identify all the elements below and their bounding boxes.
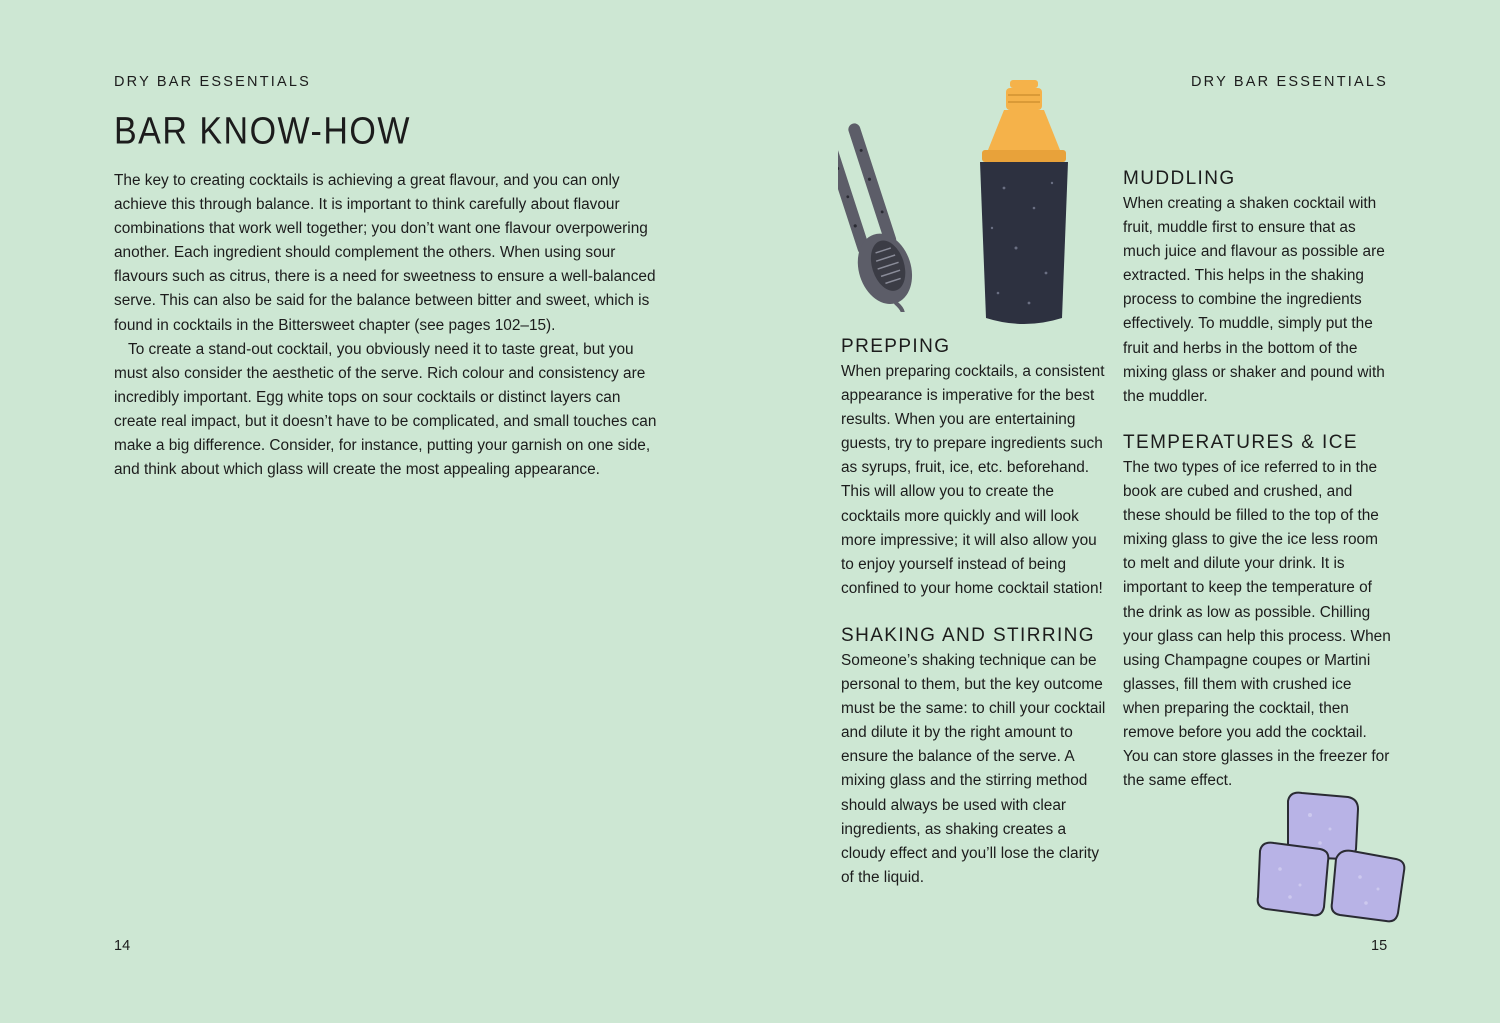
citrus-squeezer-icon — [838, 112, 958, 312]
section-heading-shaking: SHAKING AND STIRRING — [841, 625, 1095, 646]
section-heading-prepping: PREPPING — [841, 336, 951, 357]
cocktail-shaker-icon — [974, 78, 1074, 330]
section-body-shaking: Someone’s shaking technique can be personal to them, but the key outcome must be the same: to chill your cocktail and dilute it by the right amount to ensure the balance of the serve. A mixing glass and the stirring method should always be used with clear ingredients, as shaking creates a cloudy effect and you’ll lose the clarity of the liquid. — [841, 652, 1106, 886]
section-heading-muddling: MUDDLING — [1123, 168, 1236, 189]
section-body-temperatures: The two types of ice referred to in the book are cubed and crushed, and these should be filled to the top of the mixing glass to give the ice less room to melt and dilute your drink. It is important to keep the temperature of the drink as low as possible. Chilling your glass can help this process. When using Champagne coupes or Martini glasses, fill them with crushed ice when preparing the cocktail, then remove before you add the cocktail. You can store glasses in the freezer for the same effect. — [1123, 459, 1391, 790]
section-body-muddling: When creating a shaken cocktail with fruit, muddle first to ensure that as much juice and flavour as possible are extracted. This helps in the shaking process to combine the ingredients effectively. To muddle, simply put the fruit and herbs in the bottom of the mixing glass or shaker and pound with the muddler. — [1123, 195, 1385, 405]
section-temperatures-and-ice — [1123, 432, 1391, 793]
section-prepping — [841, 336, 1109, 601]
page-title: BAR KNOW-HOW — [114, 110, 411, 153]
intro-text — [114, 169, 664, 482]
section-muddling — [1123, 168, 1391, 409]
running-head-left: DRY BAR ESSENTIALS — [114, 74, 312, 90]
running-head-right: DRY BAR ESSENTIALS — [1190, 74, 1388, 90]
section-shaking-and-stirring — [841, 625, 1109, 890]
ice-cubes-icon — [1250, 785, 1414, 925]
section-heading-temperatures: TEMPERATURES & ICE — [1123, 432, 1358, 453]
page-number-right: 15 — [1371, 938, 1388, 954]
intro-paragraph: To create a stand-out cocktail, you obviously need it to taste great, but you must also consider the aesthetic of the serve. Rich colour and consistency are incredibly important. Egg white tops on sour cocktails or distinct layers can create real impact, but it doesn’t have to be complicated, and small touches can make a big difference. Consider, for instance, putting your garnish on one side, and think about which glass will create the most appealing appearance. — [114, 340, 657, 479]
section-body-prepping: When preparing cocktails, a consistent appearance is imperative for the best results. When you are entertaining guests, try to prepare ingredients such as syrups, fruit, ice, etc. beforehand. This will allow you to create the cocktails more quickly and will look more impressive; it will also allow you to enjoy yourself instead of being confined to your home cocktail station! — [841, 363, 1105, 597]
page-number-left: 14 — [114, 938, 131, 954]
intro-paragraph: The key to creating cocktails is achieving a great flavour, and you can only achieve this through balance. It is important to think carefully about flavour combinations that work well together; you don’t want one flavour overpowering another. Each ingredient should complement the others. When using sour flavours such as citrus, there is a need for sweetness to ensure a well-balanced serve. This can also be said for the balance between bitter and sweet, which is found in cocktails in the Bittersweet chapter (see pages 102–15). — [114, 172, 656, 334]
